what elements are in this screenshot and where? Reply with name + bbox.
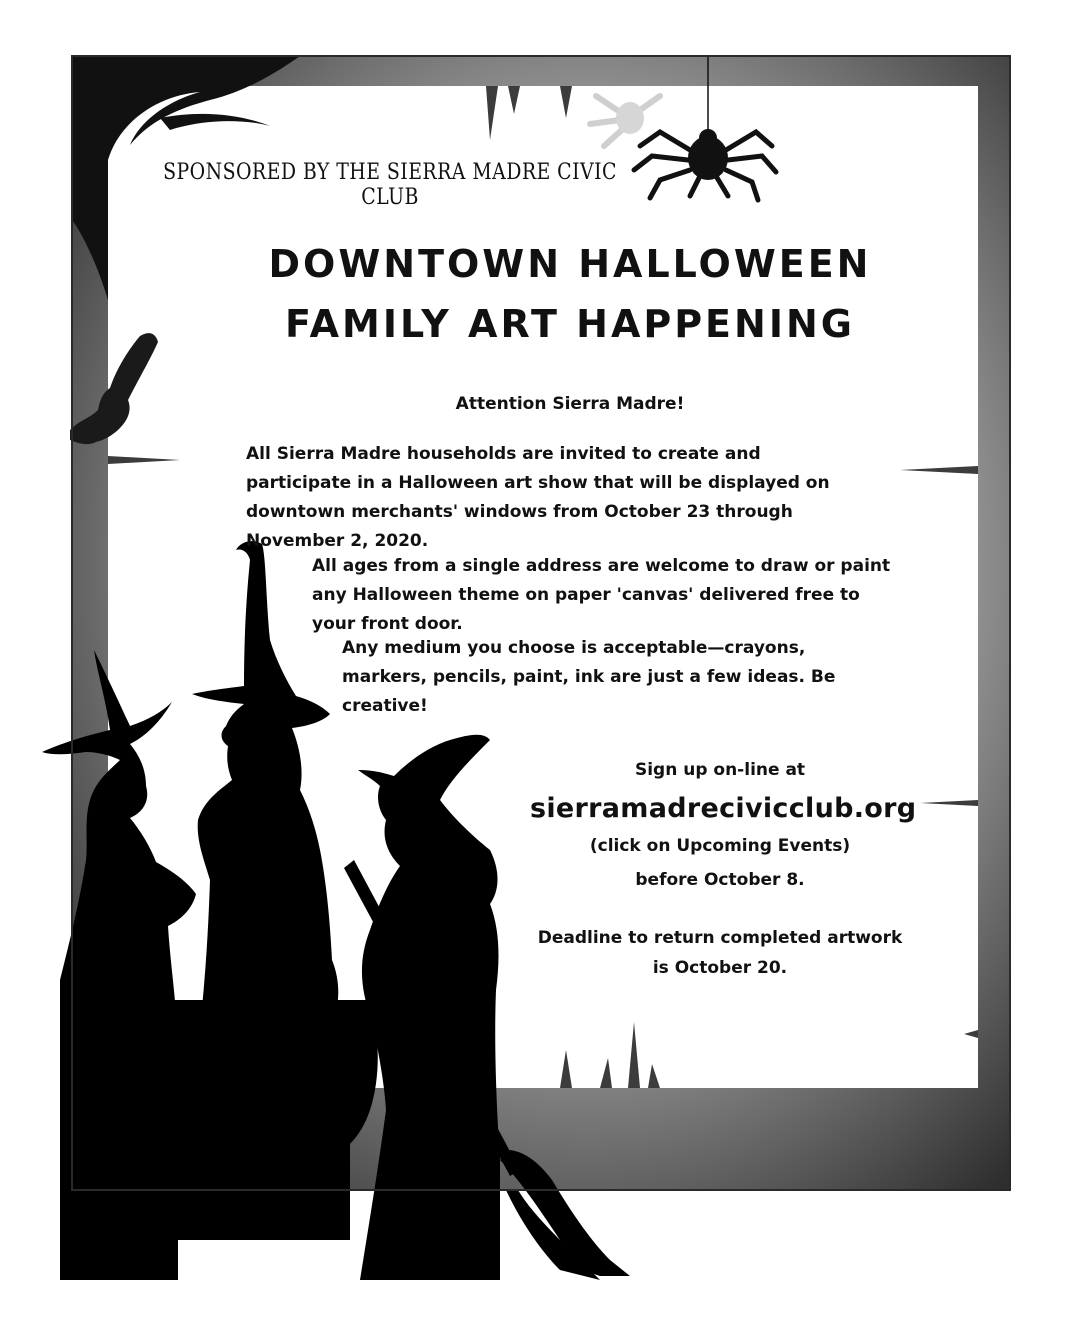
- signup-label: Sign up on-line at: [634, 760, 806, 780]
- medium-paragraph: Any medium you choose is acceptable—crayons, markers, pencils, paint, ink are just a few ideas. Be creative!: [342, 638, 836, 716]
- sponsor-line: SPONSORED BY THE SIERRA MADRE CIVIC CLUB: [163, 160, 617, 210]
- ages-paragraph: All ages from a single address are welcome to draw or paint any Halloween theme on paper 'canvas' delivered free to your front door.: [312, 556, 891, 634]
- page-title-line1: DOWNTOWN HALLOWEEN: [268, 242, 872, 286]
- page-title-line2: FAMILY ART HAPPENING: [285, 302, 855, 346]
- artwork-deadline-line2: is October 20.: [652, 958, 788, 978]
- attention-heading: Attention Sierra Madre!: [455, 394, 685, 414]
- invitation-paragraph: All Sierra Madre households are invited to create and participate in a Halloween art show that will be displayed on downtown merchants' windows from October 23 through November 2, 2020.: [246, 444, 830, 551]
- signup-url-link[interactable]: sierramadrecivicclub.org: [530, 793, 917, 824]
- cauldron-icon: [157, 1000, 378, 1170]
- signup-deadline: before October 8.: [635, 870, 805, 890]
- artwork-deadline-line1: Deadline to return completed artwork: [537, 928, 903, 948]
- signup-hint: (click on Upcoming Events): [589, 836, 851, 856]
